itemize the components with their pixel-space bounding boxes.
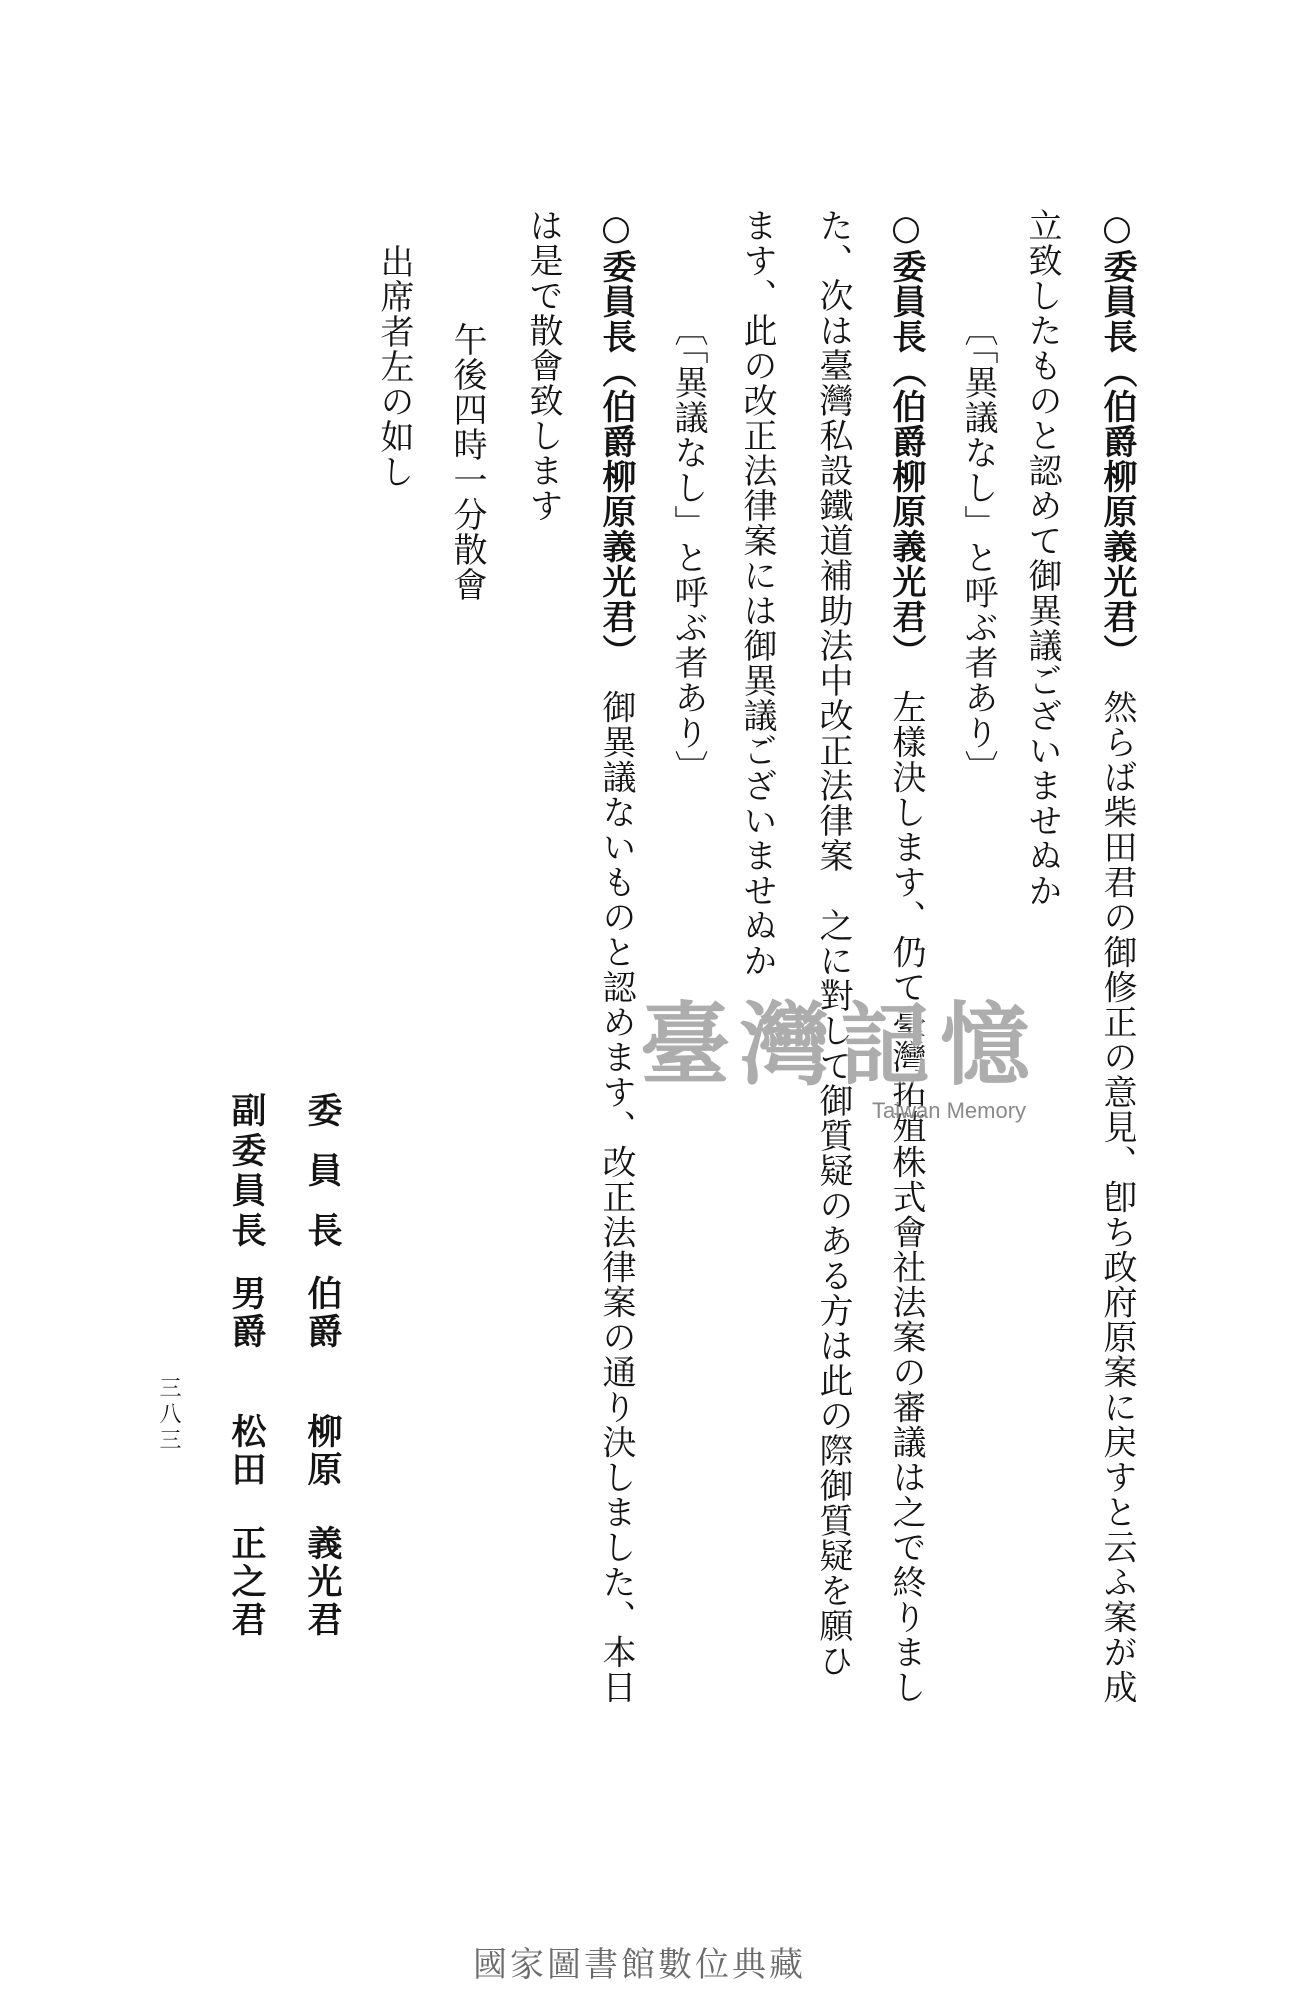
text-line xyxy=(594,208,638,1704)
speaker-label: ○委員長（伯爵柳原義光君） xyxy=(596,208,636,669)
line-text: た、次は臺灣私設鐵道補助法中改正法律案 之に對して御質疑のある方は此の際御質疑を願ひ xyxy=(813,208,853,1678)
text-line xyxy=(811,208,855,1678)
text-line xyxy=(1095,208,1139,1704)
speaker-label: ○委員長（伯爵柳原義光君） xyxy=(1097,208,1137,669)
adjournment-time xyxy=(445,322,489,602)
attendance-row xyxy=(224,0,268,2000)
line-text: 左樣決します、仍て臺灣拓殖株式會社法案の審議は之で終りまし xyxy=(886,689,926,1705)
line-text: 出席者左の如し xyxy=(374,244,414,489)
attendance-row xyxy=(300,0,344,2000)
collection-footer: 國家圖書館數位典藏 xyxy=(473,1945,806,1985)
watermark-logo xyxy=(640,990,1060,1130)
attendee-given-name: 正之君 xyxy=(226,1525,267,1639)
attendee-given-name: 義光君 xyxy=(302,1525,343,1639)
attendee-rank: 男爵 xyxy=(226,1275,267,1351)
text-line xyxy=(1020,208,1064,908)
attendee-rank: 伯爵 xyxy=(302,1275,343,1351)
speaker-label: ○委員長（伯爵柳原義光君） xyxy=(886,208,926,669)
attendee-title: 委員長 xyxy=(302,1092,343,1272)
line-text: 立致したものと認めて御異議ございませぬか xyxy=(1022,208,1062,908)
attendee-title: 副委員長 xyxy=(226,1092,267,1252)
text-line xyxy=(372,244,416,489)
attendee-surname: 柳原 xyxy=(302,1413,343,1489)
page-number: 三八三 xyxy=(156,1376,181,1454)
text-line xyxy=(956,312,1000,785)
text-line xyxy=(521,208,565,523)
line-text: ます、此の改正法律案には御異議ございませぬか xyxy=(737,208,777,978)
text-line xyxy=(735,208,779,978)
watermark-logo-subtext: Taiwan Memory xyxy=(872,1098,1027,1123)
watermark-logo-text: 臺灣記憶 xyxy=(640,992,1040,1098)
interjection-text: 〔「異議なし」と呼ぶ者あり〕 xyxy=(668,312,708,785)
attendee-surname: 松田 xyxy=(226,1413,267,1489)
interjection-text: 〔「異議なし」と呼ぶ者あり〕 xyxy=(958,312,998,785)
line-text: 午後四時一分散會 xyxy=(447,322,487,602)
line-text: は是で散會致します xyxy=(523,208,563,523)
text-line xyxy=(666,312,710,785)
line-text: 然らば柴田君の御修正の意見、卽ち政府原案に戻すと云ふ案が成 xyxy=(1097,689,1137,1705)
line-text: 御異議ないものと認めます、改正法律案の通り決しました、本日 xyxy=(596,689,636,1705)
text-line xyxy=(884,208,928,1704)
